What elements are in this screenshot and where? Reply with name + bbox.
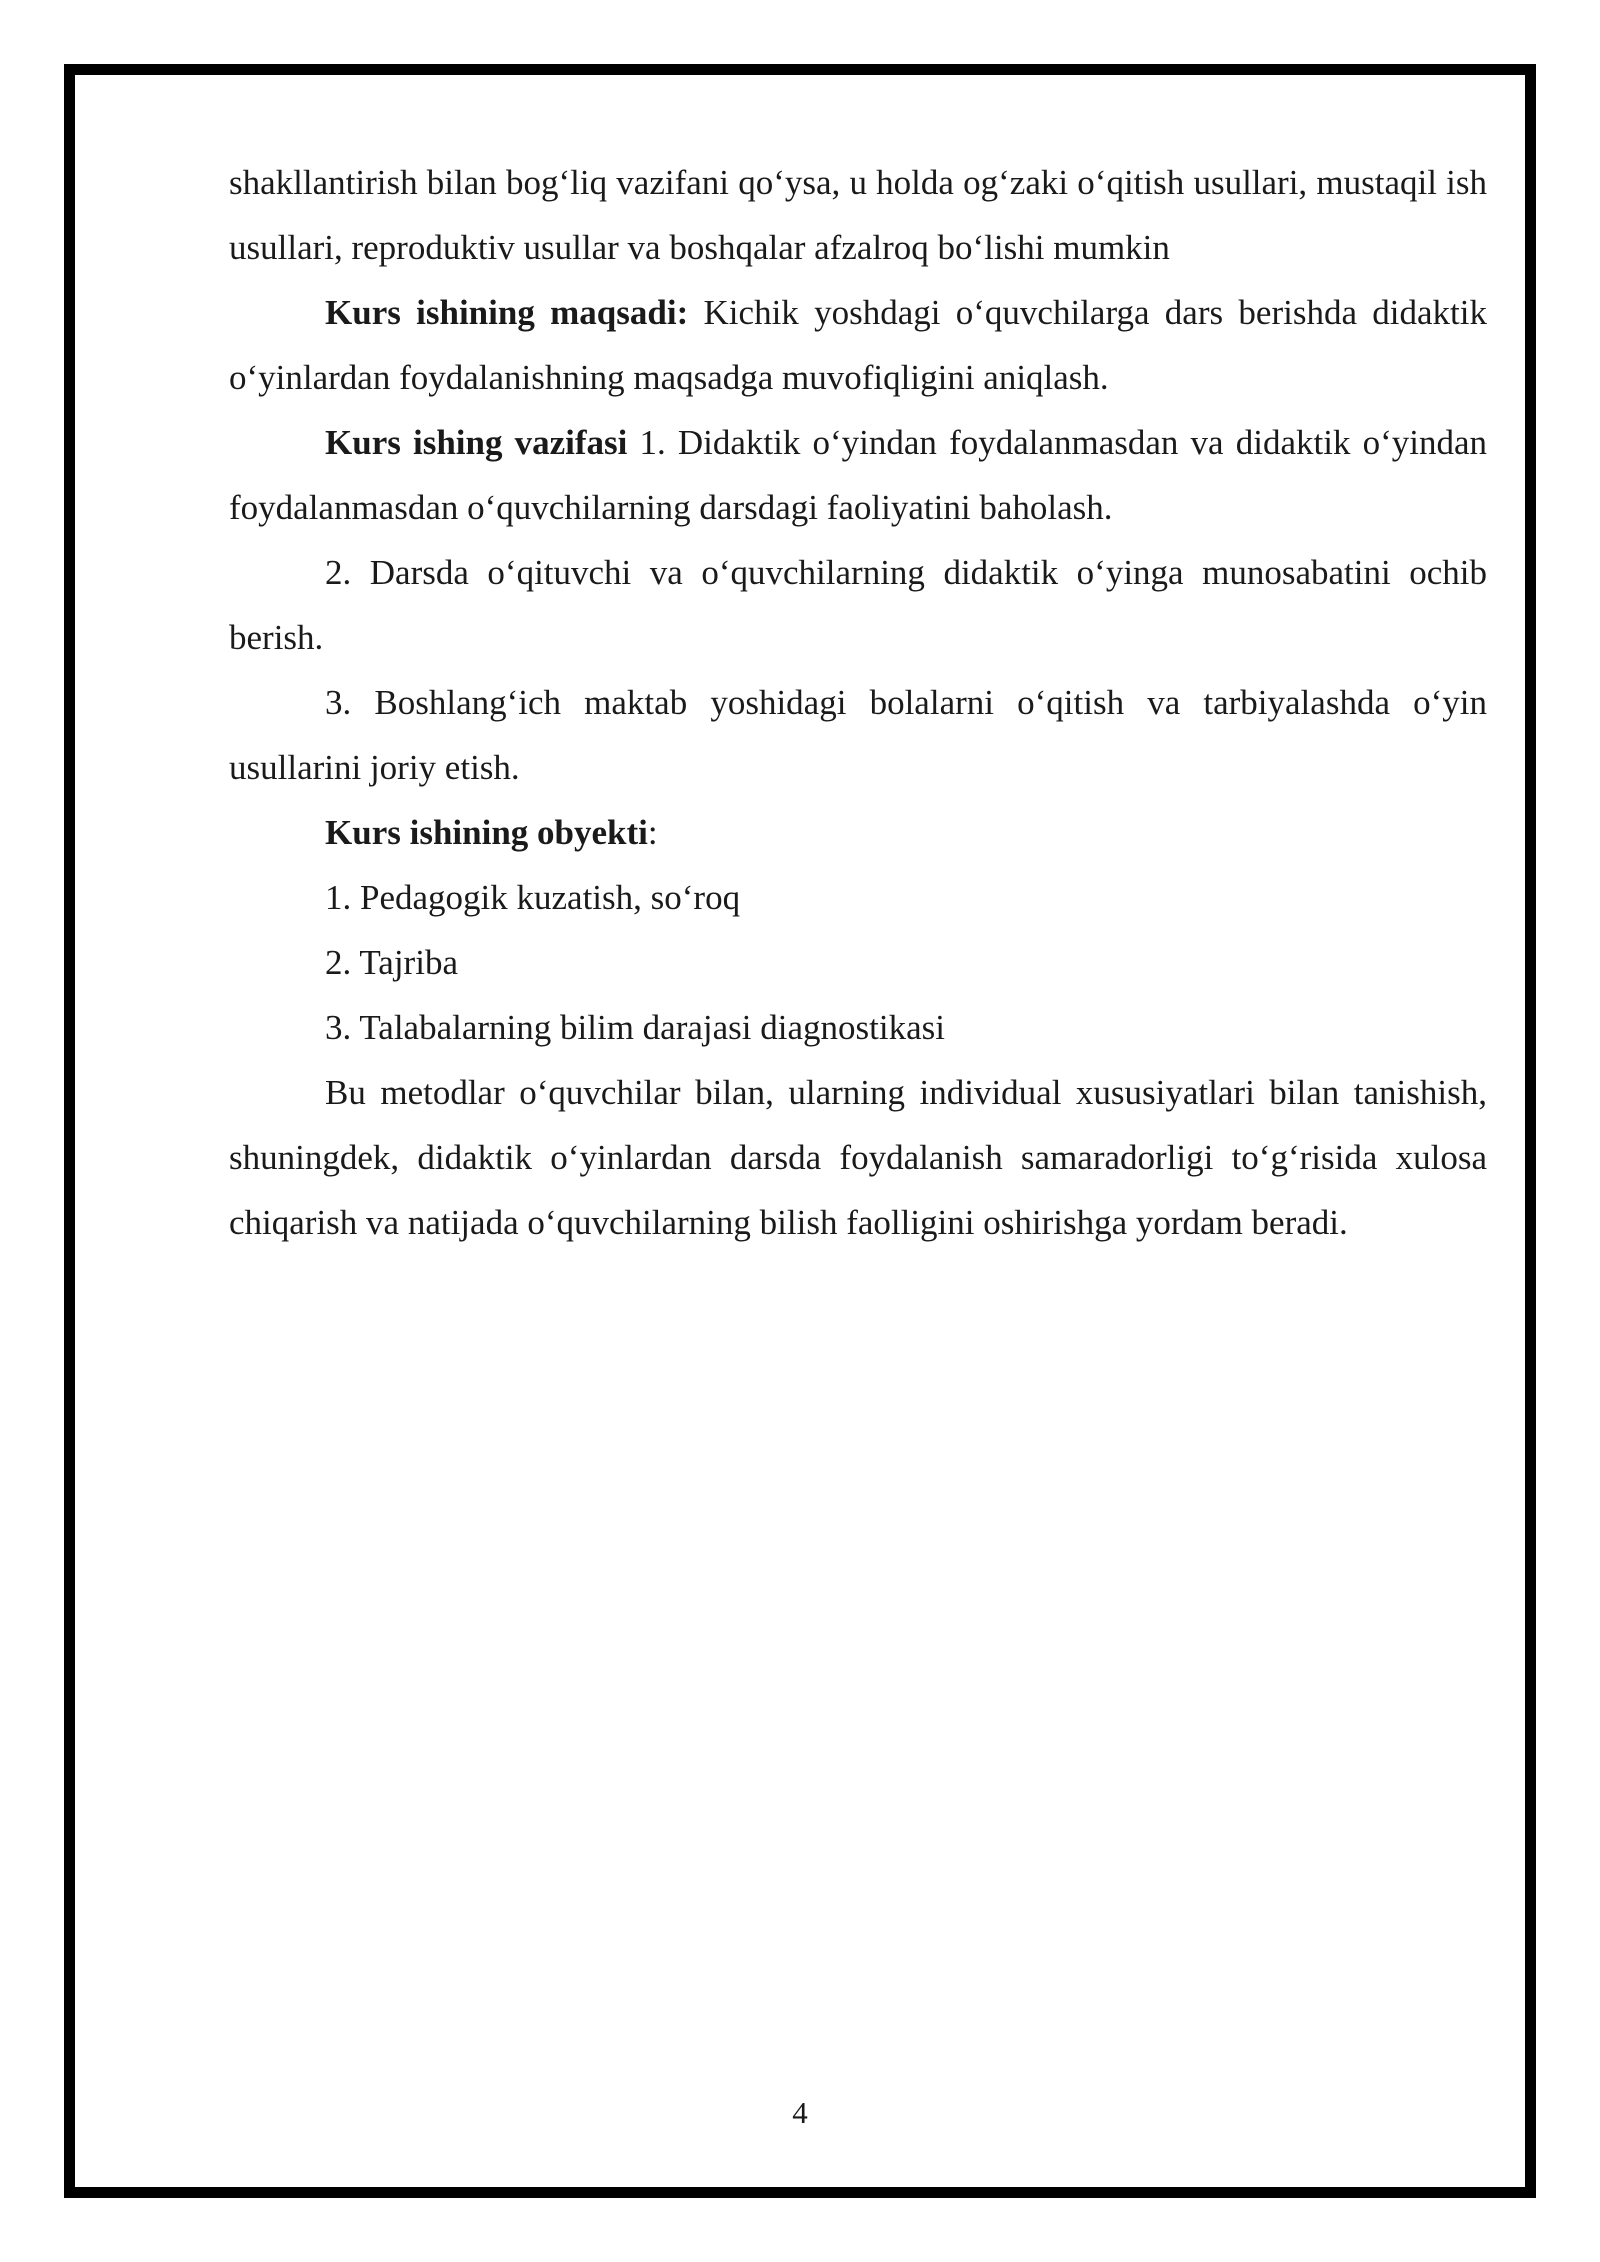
paragraph-goal — [229, 280, 1487, 410]
list-item: 3. Talabalarning bilim darajasi diagnostikasi — [325, 1008, 945, 1047]
paragraph-continuation: shakllantirish bilan bog‘liq vazifani qo‘ysa, u holda og‘zaki o‘qitish usullari, mustaqil ish usullari, reproduktiv usullar va boshqalar afzalroq bo‘lishi mumkin — [229, 163, 1487, 267]
goal-heading: Kurs ishining maqsadi: — [325, 293, 689, 332]
goal-text: Kichik yoshdagi o‘quvchilarga dars berishda didaktik o‘yinlardan foydalanishning maqsadga muvofiqligini aniqlash. — [229, 293, 1487, 397]
paragraph-task-2: 2. Darsda o‘qituvchi va o‘quvchilarning didaktik o‘yinga munosabatini ochib berish. — [229, 553, 1487, 657]
tasks-heading: Kurs ishing vazifasi — [325, 423, 628, 462]
object-heading: Kurs ishining obyekti — [325, 813, 648, 852]
paragraph-methods: Bu metodlar o‘quvchilar bilan, ularning individual xususiyatlari bilan tanishish, shuningdek, didaktik o‘yinlardan darsda foydalanish samaradorligi to‘g‘risida xulosa chiqarish va natijada o‘quvchilarning bilish faolligini oshirishga yordam beradi. — [229, 1073, 1487, 1242]
paragraph-object — [229, 800, 1487, 865]
page-number: 4 — [792, 2095, 808, 2130]
paragraph-tasks — [229, 410, 1487, 540]
tasks-text: 1. Didaktik o‘yindan foydalanmasdan va didaktik o‘yindan foydalanmasdan o‘quvchilarning darsdagi faoliyatini baholash. — [229, 423, 1487, 527]
list-item: 1. Pedagogik kuzatish, so‘roq — [325, 878, 741, 917]
list-item: 2. Tajriba — [325, 943, 458, 982]
paragraph-task-3: 3. Boshlang‘ich maktab yoshidagi bolalarni o‘qitish va tarbiyalashda o‘yin usullarini joriy etish. — [229, 683, 1487, 787]
object-colon: : — [647, 813, 658, 852]
document-body — [229, 150, 1487, 1255]
